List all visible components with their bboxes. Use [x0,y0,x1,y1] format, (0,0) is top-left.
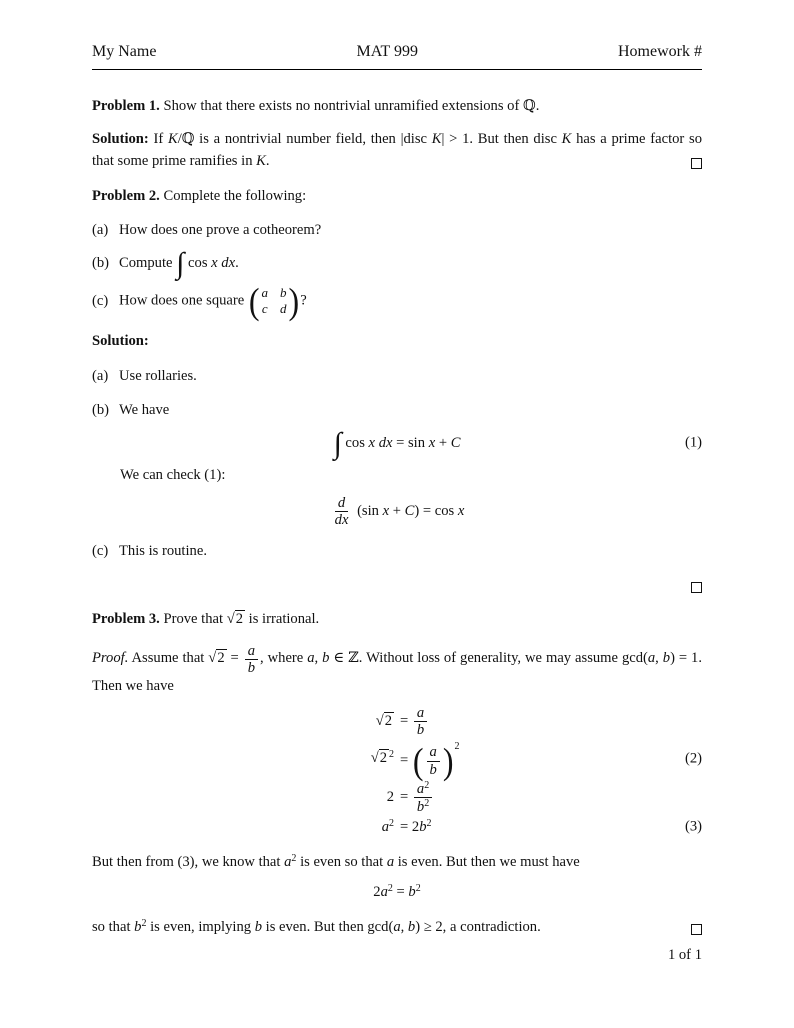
row-rhs: = $\frac{a}{b}$ [400,705,525,738]
problem-1-text: Problem 1. Show that there exists no nontrivial unramified extensions of ℚ. [92,98,540,115]
row-rhs: = $\frac{a^2}{b^2}$ [400,780,525,815]
qed-box [691,582,702,593]
row-lhs: √2 $^2$ [370,749,394,767]
problem-1-statement [92,96,702,117]
derivation-block [92,705,702,838]
item-label: (c) [92,543,109,560]
header-author: My Name [92,43,157,60]
problem-3-text: Problem 3. Prove that √2 is irrational. [92,611,320,628]
derivation-row-3 [92,780,702,815]
row-eq-number: (3) [684,818,702,835]
item-label: (a) [92,221,109,238]
solution-label-text: Solution: [92,333,149,350]
row-eq-number: (2) [684,750,702,767]
derivation-row-2 [92,740,702,782]
qed-box [691,158,702,169]
problem-3-statement [92,609,702,630]
qed-box [691,924,702,935]
problem-2-text: Problem 2. Complete the following: [92,187,307,204]
proof-intro-text: Proof. Assume that √2 = $\frac{a}{b}$ , where a, b ∈ ℤ. Without loss of generality, we may assume gcd(a, b) = 1. Then we have [92,642,702,694]
derivative-check-equation [92,495,702,528]
equation-1-number: (1) [684,434,702,451]
check-note [120,465,702,486]
proof-continuation [92,852,702,873]
even-equation-math: $2a^2 = b^2$ [373,882,421,900]
item-label: (c) [92,292,109,309]
header-assignment: Homework # [618,43,702,60]
check-note-text: We can check (1): [120,466,226,483]
page-number: 1 of 1 [667,946,702,963]
solution-2-item-a [92,366,702,387]
item-label: (a) [92,367,109,384]
proof-conclusion-text: so that $b^2$ is even, implying b is even. But then gcd(a, b) ≥ 2, a contradiction. [92,918,541,936]
row-rhs: = ( $\frac{a}{b}$ )$^2$ [400,740,460,782]
problem-2-item-c [92,280,702,322]
even-equation [92,882,702,903]
derivation-row-1 [92,705,702,738]
item-text: We have [119,401,170,418]
problem-2-item-a [92,220,702,241]
header-course: MAT 999 [356,43,418,60]
problem-2-statement [92,186,702,207]
proof-conclusion [92,917,702,938]
item-text: Compute ∫ cos x dx. [119,246,239,280]
derivative-check-math: $\frac{d}{dx}$ (sin x + C) = cos x [334,495,465,529]
row-lhs: $a^2$ [381,817,394,835]
problem-2-item-b [92,246,702,280]
problem-2-solution-label [92,331,702,352]
row-lhs: √2 [375,712,392,729]
item-text: This is routine. [119,543,207,560]
row-lhs: 2 [386,788,394,805]
item-label: (b) [92,401,110,418]
qed-line [92,582,702,593]
equation-1-math: ∫ cos x dx = sin x + C [333,426,461,460]
problem-3-proof-intro [92,643,702,697]
solution-2-item-c [92,541,702,562]
item-text: How does one prove a cotheorem? [119,221,322,238]
item-text: Use rollaries. [119,367,197,384]
item-text: How does one square ( a b c d )? [119,280,307,322]
row-rhs: = $2b^2$ [400,817,432,835]
derivation-row-4 [92,817,702,838]
proof-continuation-text: But then from (3), we know that $a^2$ is even so that a is even. But then we must have [92,852,580,870]
page-header [92,40,702,70]
solution-2-item-b [92,400,702,421]
problem-1-solution [92,129,702,171]
problem-1-solution-text: Solution: If K/ℚ is a nontrivial number field, then |disc K| > 1. But then disc K has a prime factor so that some prime ramifies in K. [92,131,702,169]
item-label: (b) [92,254,110,271]
equation-1 [92,426,702,460]
